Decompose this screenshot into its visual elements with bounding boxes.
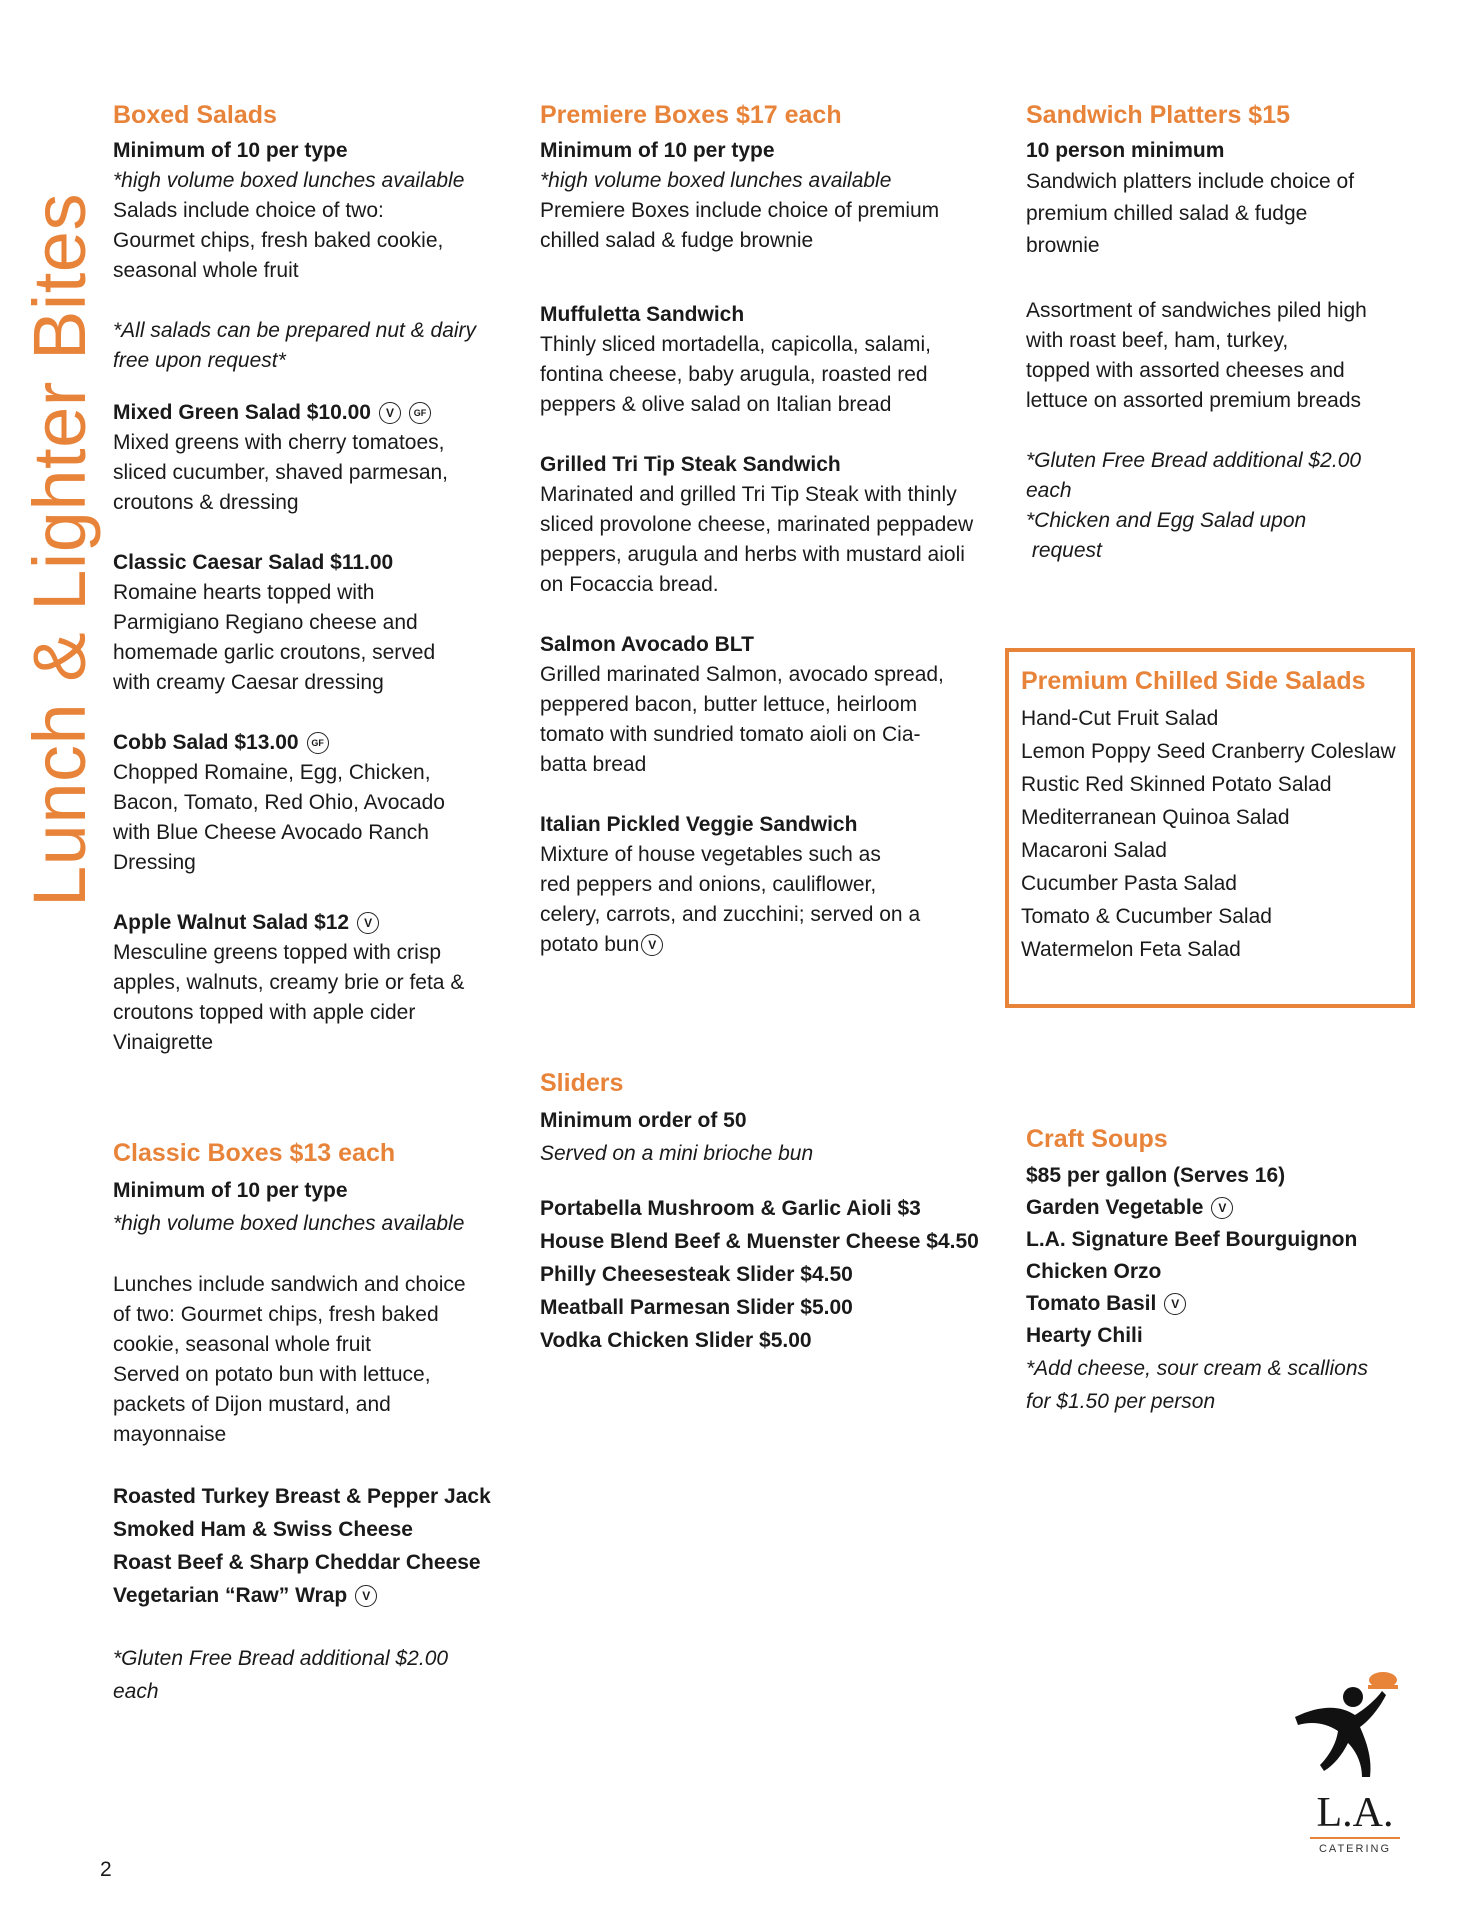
logo-rule [1310,1837,1400,1839]
menu-item-desc: Bacon, Tomato, Red Ohio, Avocado [113,791,445,814]
soup-note: for $1.50 per person [1026,1390,1216,1413]
chef-figure-icon [1290,1665,1420,1785]
gluten-free-icon: GF [307,732,329,754]
craft-soups-heading: Craft Soups [1026,1125,1168,1153]
side-salads-heading: Premium Chilled Side Salads [1021,667,1366,695]
side-salad-item: Watermelon Feta Salad [1021,938,1241,961]
menu-item-name: Cobb Salad $13.00 GF [113,728,513,758]
menu-item-desc: Mesculine greens topped with crisp [113,941,442,964]
menu-item-desc: apples, walnuts, creamy brie or feta & [113,971,465,994]
vegetarian-icon: V [1164,1293,1186,1315]
boxed-salads-heading: Boxed Salads [113,101,277,129]
soup-item: Chicken Orzo [1026,1260,1162,1283]
soup-item: Garden Vegetable V [1026,1192,1446,1224]
menu-item-desc: sliced cucumber, shaved parmesan, [113,461,449,484]
platter-note: *Chicken and Egg Salad upon [1026,509,1307,532]
menu-item-desc: croutons & dressing [113,491,299,514]
side-salad-item: Cucumber Pasta Salad [1021,872,1237,895]
boxed-salads-desc: Salads include choice of two: [113,199,384,222]
menu-item-desc: Parmigiano Regiano cheese and [113,611,418,634]
soup-item: L.A. Signature Beef Bourguignon [1026,1228,1358,1251]
gluten-free-note: *Gluten Free Bread additional $2.00 [113,1647,449,1670]
menu-item-name: Grilled Tri Tip Steak Sandwich [540,453,841,476]
sandwich-platters-desc: brownie [1026,234,1100,257]
boxed-salads-desc: seasonal whole fruit [113,259,299,282]
assortment-desc: with roast beef, ham, turkey, [1026,329,1289,352]
menu-item-name: Salmon Avocado BLT [540,633,754,656]
sliders-heading: Sliders [540,1069,624,1097]
classic-boxes-note: *high volume boxed lunches available [113,1212,465,1235]
classic-boxes-desc: mayonnaise [113,1423,227,1446]
side-salad-item: Rustic Red Skinned Potato Salad [1021,773,1332,796]
column-right [1026,100,1446,566]
platter-note: request [1026,539,1102,562]
menu-item-name: Apple Walnut Salad $12 V [113,908,513,938]
menu-item-desc: Thinly sliced mortadella, capicolla, salami, [540,333,931,356]
side-salad-item: Macaroni Salad [1021,839,1167,862]
side-salad-item: Lemon Poppy Seed Cranberry Coleslaw [1021,740,1396,763]
premiere-boxes-heading: Premiere Boxes $17 each [540,101,842,129]
sliders-note: Served on a mini brioche bun [540,1142,814,1165]
allergen-note: *All salads can be prepared nut & dairy [113,319,477,342]
logo-subtext: CATERING [1318,1843,1392,1855]
side-salad-item: Mediterranean Quinoa Salad [1021,806,1290,829]
menu-item-desc: Chopped Romaine, Egg, Chicken, [113,761,431,784]
slider-item: Portabella Mushroom & Garlic Aioli $3 [540,1197,921,1220]
soup-item: Hearty Chili [1026,1324,1143,1347]
menu-item-name: Mixed Green Salad $10.00 V GF [113,398,513,428]
classic-boxes-desc: Lunches include sandwich and choice [113,1273,466,1296]
menu-item-desc: Grilled marinated Salmon, avocado spread, [540,663,944,686]
sandwich-option: Roast Beef & Sharp Cheddar Cheese [113,1551,481,1574]
menu-item-desc: batta bread [540,753,647,776]
menu-item-desc: sliced provolone cheese, marinated peppadew [540,513,974,536]
column-middle [540,100,1010,960]
menu-item-desc: homemade garlic croutons, served [113,641,436,664]
menu-item-desc: peppers & olive salad on Italian bread [540,393,892,416]
side-salads-box [1005,648,1415,1008]
soup-item: Tomato Basil V [1026,1288,1446,1320]
premiere-boxes-min: Minimum of 10 per type [540,139,775,162]
boxed-salads-desc: Gourmet chips, fresh baked cookie, [113,229,444,252]
sandwich-platters-heading: Sandwich Platters $15 [1026,101,1291,129]
classic-boxes-desc: of two: Gourmet chips, fresh baked [113,1303,439,1326]
menu-item-desc: fontina cheese, baby arugula, roasted red [540,363,928,386]
classic-boxes-desc: packets of Dijon mustard, and [113,1393,391,1416]
vertical-page-title [20,95,100,1005]
menu-item-desc: Marinated and grilled Tri Tip Steak with thinly [540,483,957,506]
sandwich-platters-min: 10 person minimum [1026,139,1225,162]
slider-item: Vodka Chicken Slider $5.00 [540,1329,812,1352]
menu-item-desc: celery, carrots, and zucchini; served on a [540,903,921,926]
slider-item: House Blend Beef & Muenster Cheese $4.50 [540,1230,979,1253]
side-salad-item: Tomato & Cucumber Salad [1021,905,1272,928]
gluten-free-note: each [113,1680,159,1703]
menu-item-desc: Vinaigrette [113,1031,214,1054]
allergen-note: free upon request* [113,349,286,372]
boxed-salads-min: Minimum of 10 per type [113,139,348,162]
menu-item-desc: with Blue Cheese Avocado Ranch [113,821,429,844]
vegetarian-icon: V [355,1585,377,1607]
slider-item: Meatball Parmesan Slider $5.00 [540,1296,853,1319]
classic-boxes-heading: Classic Boxes $13 each [113,1139,396,1167]
vegetarian-icon: V [379,402,401,424]
page-title: Lunch & Lighter Bites [18,193,101,907]
craft-soups-section [1026,1124,1446,1418]
menu-item-desc: tomato with sundried tomato aioli on Cia- [540,723,921,746]
menu-item-desc: Mixed greens with cherry tomatoes, [113,431,445,454]
sandwich-platters-desc: Sandwich platters include choice of [1026,170,1355,193]
vegetarian-icon: V [641,934,663,956]
assortment-desc: Assortment of sandwiches piled high [1026,299,1367,322]
sandwich-option: Vegetarian “Raw” Wrap V [113,1579,513,1612]
classic-boxes-desc: cookie, seasonal whole fruit [113,1333,371,1356]
logo-text: L.A. [1316,1790,1394,1836]
sandwich-platters-desc: premium chilled salad & fudge [1026,202,1308,225]
menu-item-desc: croutons topped with apple cider [113,1001,416,1024]
menu-item-desc: Dressing [113,851,196,874]
gluten-free-icon: GF [409,402,431,424]
menu-item-desc: on Focaccia bread. [540,573,719,596]
la-catering-logo [1290,1665,1420,1855]
vegetarian-icon: V [1211,1197,1233,1219]
classic-boxes-min: Minimum of 10 per type [113,1179,348,1202]
assortment-desc: topped with assorted cheeses and [1026,359,1345,382]
sliders-min: Minimum order of 50 [540,1109,747,1132]
slider-item: Philly Cheesesteak Slider $4.50 [540,1263,853,1286]
assortment-desc: lettuce on assorted premium breads [1026,389,1362,412]
sandwich-option: Smoked Ham & Swiss Cheese [113,1518,413,1541]
platter-note: each [1026,479,1072,502]
vegetarian-icon: V [357,912,379,934]
page-number: 2 [100,1858,112,1881]
classic-boxes-section [113,1138,513,1708]
platter-note: *Gluten Free Bread additional $2.00 [1026,449,1362,472]
menu-item-name: Classic Caesar Salad $11.00 [113,551,394,574]
side-salad-item: Hand-Cut Fruit Salad [1021,707,1219,730]
menu-item-desc: peppered bacon, butter lettuce, heirloom [540,693,918,716]
premiere-boxes-desc: Premiere Boxes include choice of premium [540,199,940,222]
column-left [113,100,513,1058]
premiere-boxes-desc: chilled salad & fudge brownie [540,229,814,252]
menu-item-desc: Romaine hearts topped with [113,581,375,604]
menu-item-name: Muffuletta Sandwich [540,303,745,326]
soup-note: *Add cheese, sour cream & scallions [1026,1357,1368,1380]
soup-price: $85 per gallon (Serves 16) [1026,1164,1286,1187]
premiere-boxes-note: *high volume boxed lunches available [540,169,892,192]
menu-item-desc: Mixture of house vegetables such as [540,843,881,866]
classic-boxes-desc: Served on potato bun with lettuce, [113,1363,431,1386]
menu-item-desc: with creamy Caesar dressing [113,671,384,694]
menu-item-desc: red peppers and onions, cauliflower, [540,873,877,896]
sandwich-option: Roasted Turkey Breast & Pepper Jack [113,1485,491,1508]
boxed-salads-note: *high volume boxed lunches available [113,169,465,192]
menu-item-desc: potato bun V [540,930,1010,960]
sliders-section [540,1068,1010,1357]
menu-item-name: Italian Pickled Veggie Sandwich [540,813,858,836]
menu-item-desc: peppers, arugula and herbs with mustard aioli [540,543,965,566]
